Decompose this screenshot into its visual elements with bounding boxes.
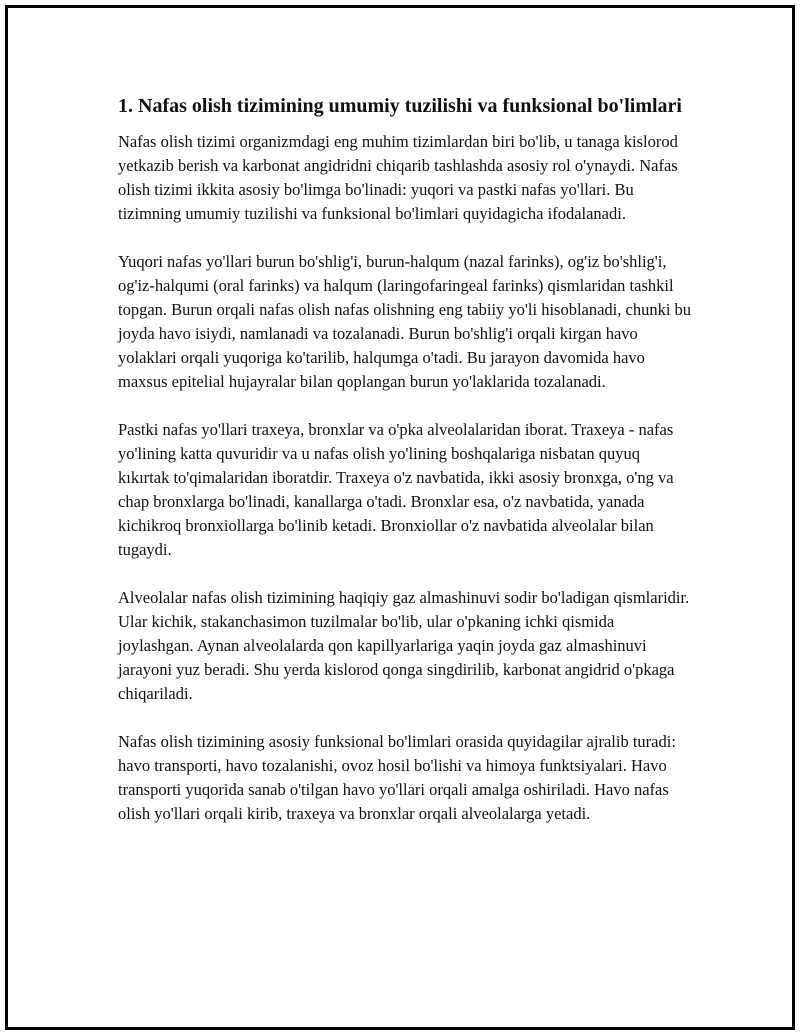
section-heading: 1. Nafas olish tizimining umumiy tuzilishi va funksional bo'limlari [118, 95, 682, 117]
paragraph-lower-airways: Pastki nafas yo'llari traxeya, bronxlar va o'pka alveolalaridan iborat. Traxeya - nafas yo'lining katta quvuridir va u nafas olish yo'lining boshqalariga nisbatan quyuq kıkırtak to'qimalaridan iboratdir. Traxeya o'z navbatida, ikki asosiy bronxga, o'ng va chap bronxlarga bo'linadi, kanallarga o'tadi. Bronxlar esa, o'z navbatida, yanada kichikroq bronxiollarga bo'linib ketadi. Bronxiollar o'z navbatida alveolalar bilan tugaydi. [118, 420, 674, 559]
paragraph-alveoli: Alveolalar nafas olish tizimining haqiqiy gaz almashinuvi sodir bo'ladigan qismlaridir. Ular kichik, stakanchasimon tuzilmalar bo'lib, ular o'pkaning ichki qismida joylashgan. Aynan alveolalarda qon kapillyarlariga yaqin joyda gaz almashinuvi jarayoni yuz beradi. Shu yerda kislorod qonga singdirilib, karbonat angidrid o'pkaga chiqariladi. [118, 588, 690, 703]
paragraph-upper-airways: Yuqori nafas yo'llari burun bo'shlig'i, burun-halqum (nazal farinks), og'iz bo'shlig'i, og'iz-halqumi (oral farinks) va halqum (laringofaringeal farinks) qismlaridan tashkil topgan. Burun orqali nafas olish nafas olishning eng tabiiy yo'li hisoblanadi, chunki bu joyda havo isiydi, namlanadi va tozalanadi. Burun bo'shlig'i orqali kirgan havo yolaklari orqali yuqoriga ko'tarilib, halqumga o'tadi. Bu jarayon davomida havo maxsus epitelial hujayralar bilan qoplangan burun yo'laklarida tozalanadi. [118, 252, 692, 391]
document-body [118, 92, 693, 850]
paragraph-intro: Nafas olish tizimi organizmdagi eng muhim tizimlardan biri bo'lib, u tanaga kislorod yetkazib berish va karbonat angidridni chiqarib tashlashda asosiy rol o'ynaydi. Nafas olish tizimi ikkita asosiy bo'limga bo'linadi: yuqori va pastki nafas yo'llari. Bu tizimning umumiy tuzilishi va funksional bo'limlari quyidagicha ifodalanadi. [118, 132, 678, 223]
paragraph-functions: Nafas olish tizimining asosiy funksional bo'limlari orasida quyidagilar ajralib turadi: havo transporti, havo tozalanishi, ovoz hosil bo'lishi va himoya funktsiyalari. Havo transporti yuqorida sanab o'tilgan havo yo'llari orqali amalga oshiriladi. Havo nafas olish yo'llari orqali kirib, traxeya va bronxlar orqali alveolalarga yetadi. [118, 732, 676, 823]
